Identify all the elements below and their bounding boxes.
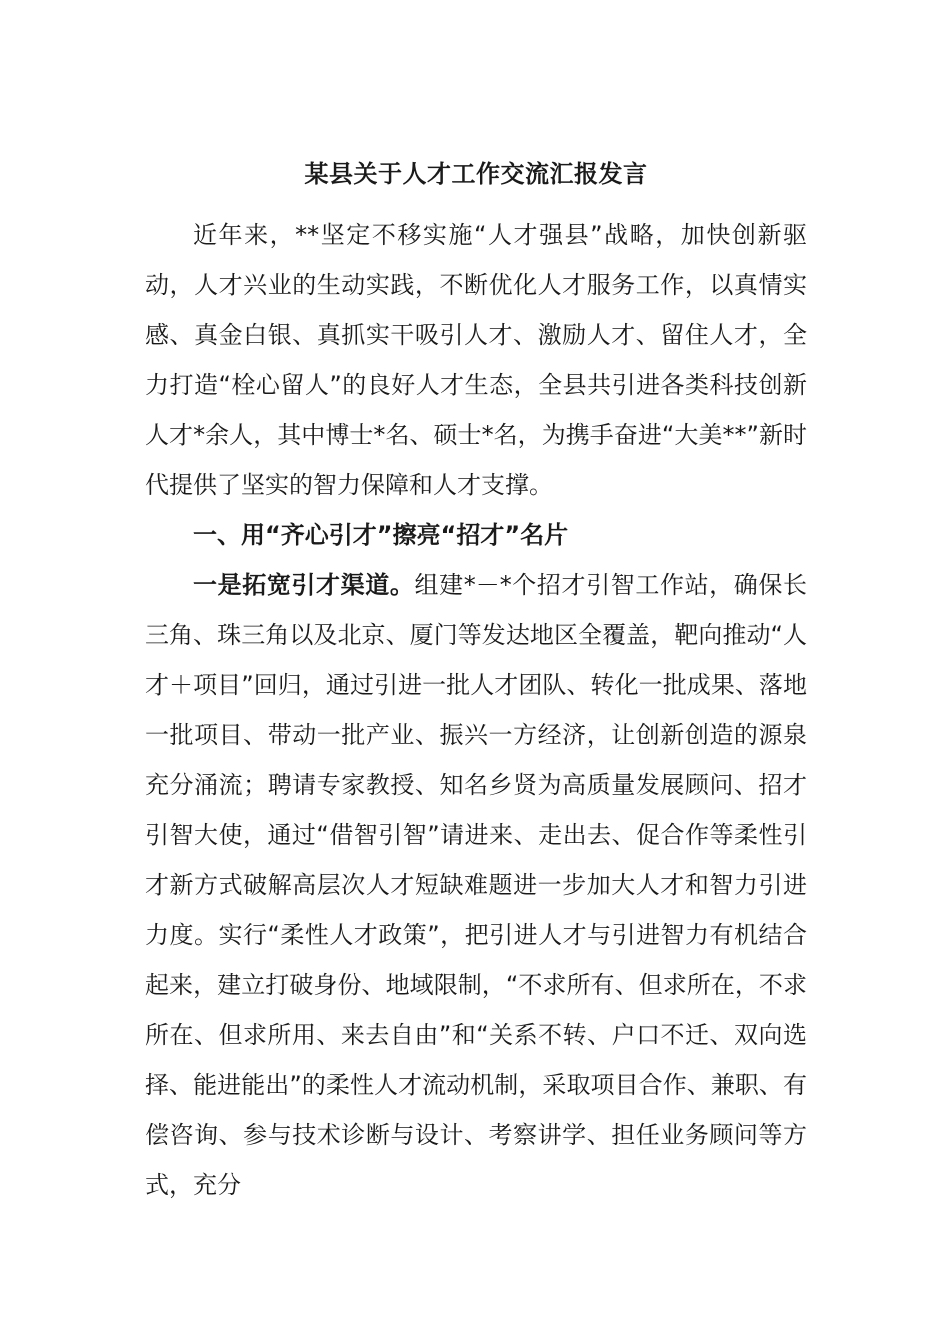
document-title: 某县关于人才工作交流汇报发言 — [304, 160, 648, 188]
intro-paragraph: 近年来，**坚定不移实施“人才强县”战略，加快创新驱动，人才兴业的生动实践，不断优化人才服务工作，以真情实感、真金白银、真抓实干吸引人才、激励人才、留住人才，全力打造“栓心留人”的良好人才生态，全县共引进各类科技创新人才*余人，其中博士*名、硕士*名，为携手奋进“大美**”新时代提供了坚实的智力保障和人才支撑。 — [145, 221, 807, 499]
document-body — [145, 152, 807, 1210]
paragraph-body: 组建*－*个招才引智工作站，确保长三角、珠三角以及北京、厦门等发达地区全覆盖，靶向推动“人才＋项目”回归，通过引进一批人才团队、转化一批成果、落地一批项目、带动一批产业、振兴一方经济，让创新创造的源泉充分涌流；聘请专家教授、知名乡贤为高质量发展顾问、招才引智大使，通过“借智引智”请进来、走出去、促合作等柔性引才新方式破解高层次人才短缺难题进一步加大人才和智力引进力度。实行“柔性人才政策”，把引进人才与引进智力有机结合起来，建立打破身份、地域限制，“不求所有、但求所在，不求所在、但求所用、来去自由”和“关系不转、户口不迁、双向选择、能进能出”的柔性人才流动机制，采取项目合作、兼职、有偿咨询、参与技术诊断与设计、考察讲学、担任业务顾问等方式，充分 — [145, 571, 808, 1199]
section-paragraph — [145, 560, 807, 1210]
section-heading: 一、用“齐心引才”擦亮“招才”名片 — [193, 521, 569, 549]
paragraph-lead: 一是拓宽引才渠道。 — [193, 571, 415, 599]
